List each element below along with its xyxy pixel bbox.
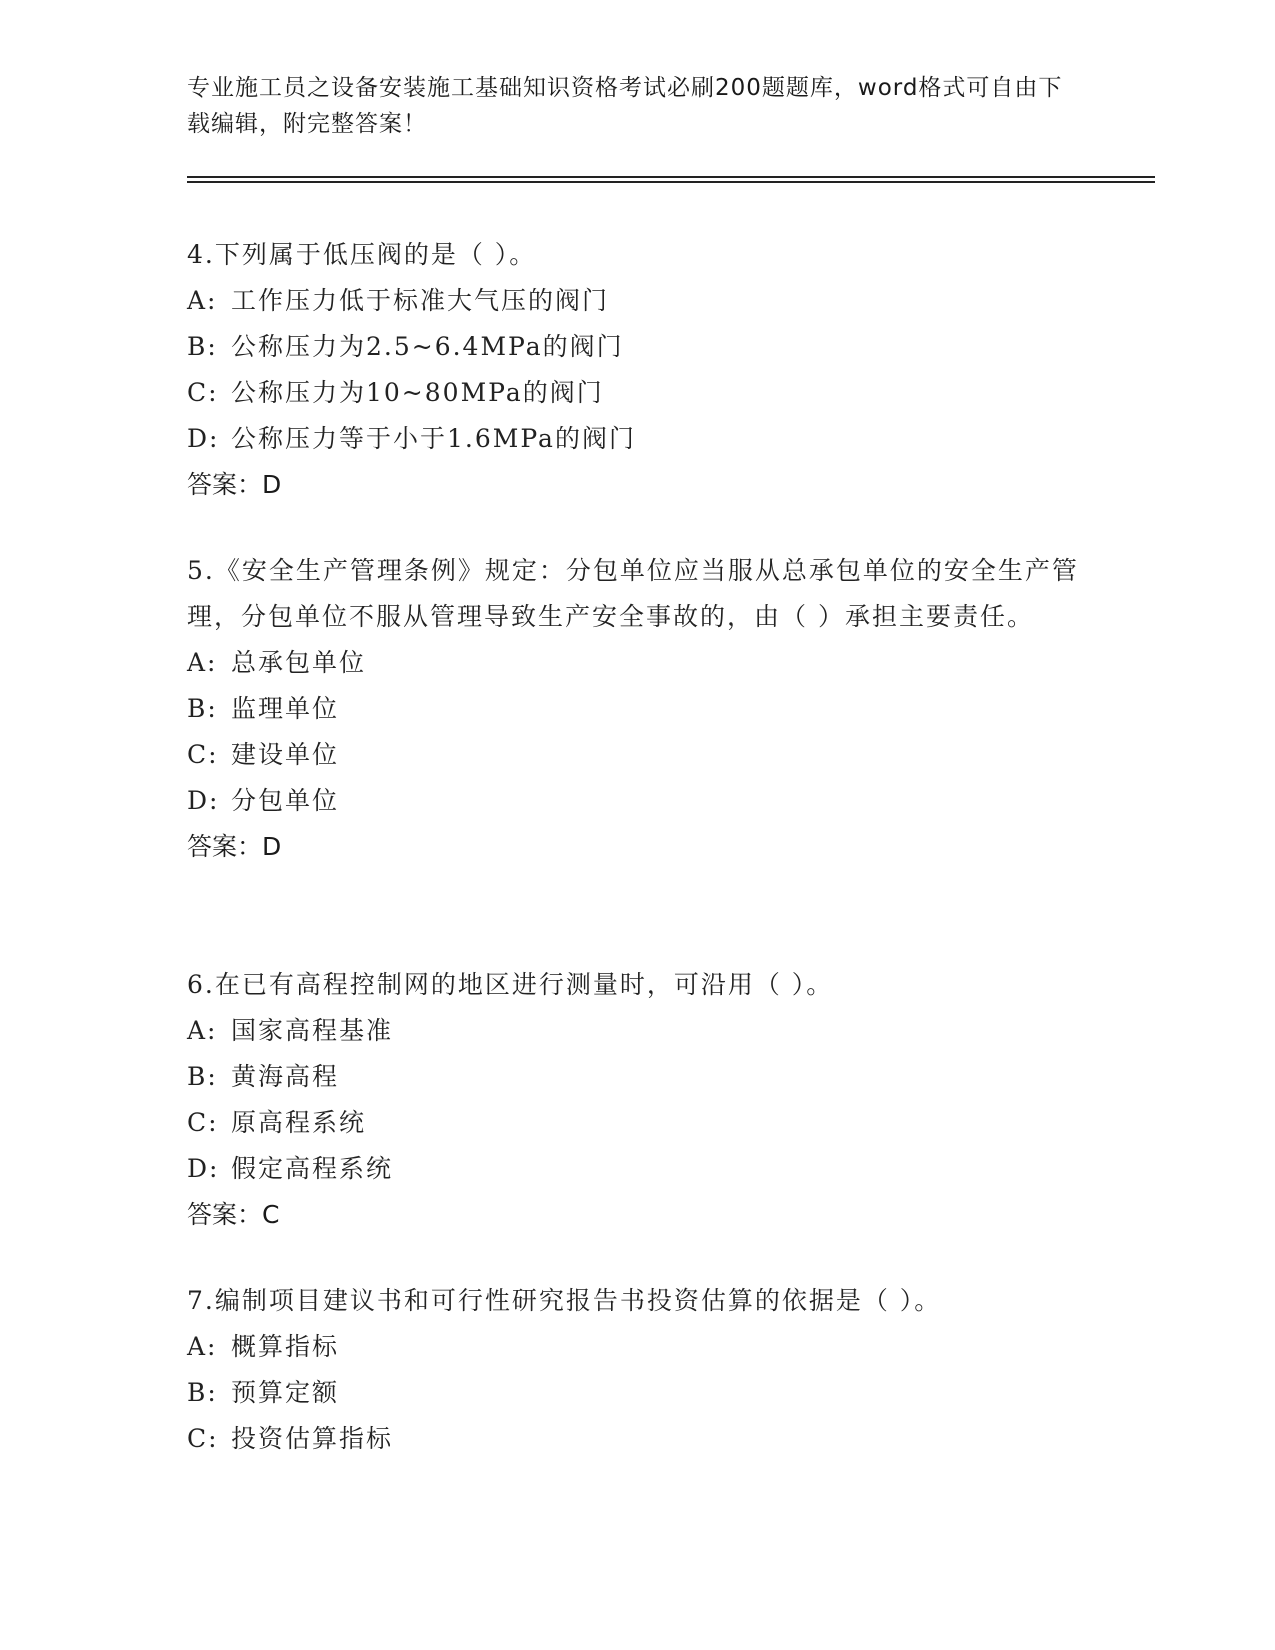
option-text: 监理单位 [231,694,340,723]
option-key: D: [187,1154,220,1183]
option-text: 公称压力为10~80MPa的阀门 [231,378,604,407]
option-key: A: [187,1332,218,1361]
question-stem: 5.《安全生产管理条例》规定：分包单位应当服从总承包单位的安全生产管理，分包单位不服从管理导致生产安全事故的，由（ ）承担主要责任。 [187,556,1079,631]
option-key: C: [187,378,219,407]
option-key: D: [187,786,220,815]
option-text: 总承包单位 [231,648,367,677]
question-7 [187,1278,1087,1462]
option-b [187,1054,1087,1100]
header-divider-top [187,176,1155,178]
header-divider-bottom [187,181,1155,183]
option-key: C: [187,740,219,769]
option-key: D: [187,424,220,453]
option-text: 原高程系统 [231,1108,367,1137]
question-6 [187,962,1087,1238]
question-5 [187,548,1087,870]
option-b [187,686,1087,732]
option-key: C: [187,1108,219,1137]
option-text: 公称压力为2.5~6.4MPa的阀门 [231,332,624,361]
option-text: 工作压力低于标准大气压的阀门 [231,286,610,315]
document-header: 专业施工员之设备安装施工基础知识资格考试必刷200题题库，word格式可自由下载编辑，附完整答案！ [187,75,1063,137]
option-key: A: [187,648,218,677]
option-c [187,732,1087,778]
option-key: B: [187,694,218,723]
option-c [187,1100,1087,1146]
answer: 答案：D [187,470,282,499]
option-text: 公称压力等于小于1.6MPa的阀门 [231,424,636,453]
option-text: 预算定额 [231,1378,340,1407]
question-4 [187,232,1087,508]
option-text: 建设单位 [231,740,340,769]
option-b [187,1370,1087,1416]
option-text: 投资估算指标 [231,1424,394,1453]
option-a [187,278,1087,324]
question-stem: 7.编制项目建议书和可行性研究报告书投资估算的依据是（ ）。 [187,1286,942,1315]
option-a [187,1324,1087,1370]
option-a [187,1008,1087,1054]
option-d [187,1146,1087,1192]
option-a [187,640,1087,686]
option-key: B: [187,332,218,361]
option-text: 分包单位 [231,786,340,815]
option-text: 假定高程系统 [231,1154,394,1183]
answer: 答案：C [187,1200,280,1229]
question-stem: 6.在已有高程控制网的地区进行测量时，可沿用（ ）。 [187,970,834,999]
option-c [187,370,1087,416]
option-key: C: [187,1424,219,1453]
option-key: A: [187,1016,218,1045]
option-key: B: [187,1062,218,1091]
option-key: A: [187,286,218,315]
option-d [187,778,1087,824]
answer: 答案：D [187,832,282,861]
option-text: 黄海高程 [231,1062,340,1091]
option-c [187,1416,1087,1462]
option-b [187,324,1087,370]
option-text: 概算指标 [231,1332,340,1361]
option-text: 国家高程基准 [231,1016,394,1045]
question-stem: 4.下列属于低压阀的是（ ）。 [187,240,537,269]
option-d [187,416,1087,462]
option-key: B: [187,1378,218,1407]
